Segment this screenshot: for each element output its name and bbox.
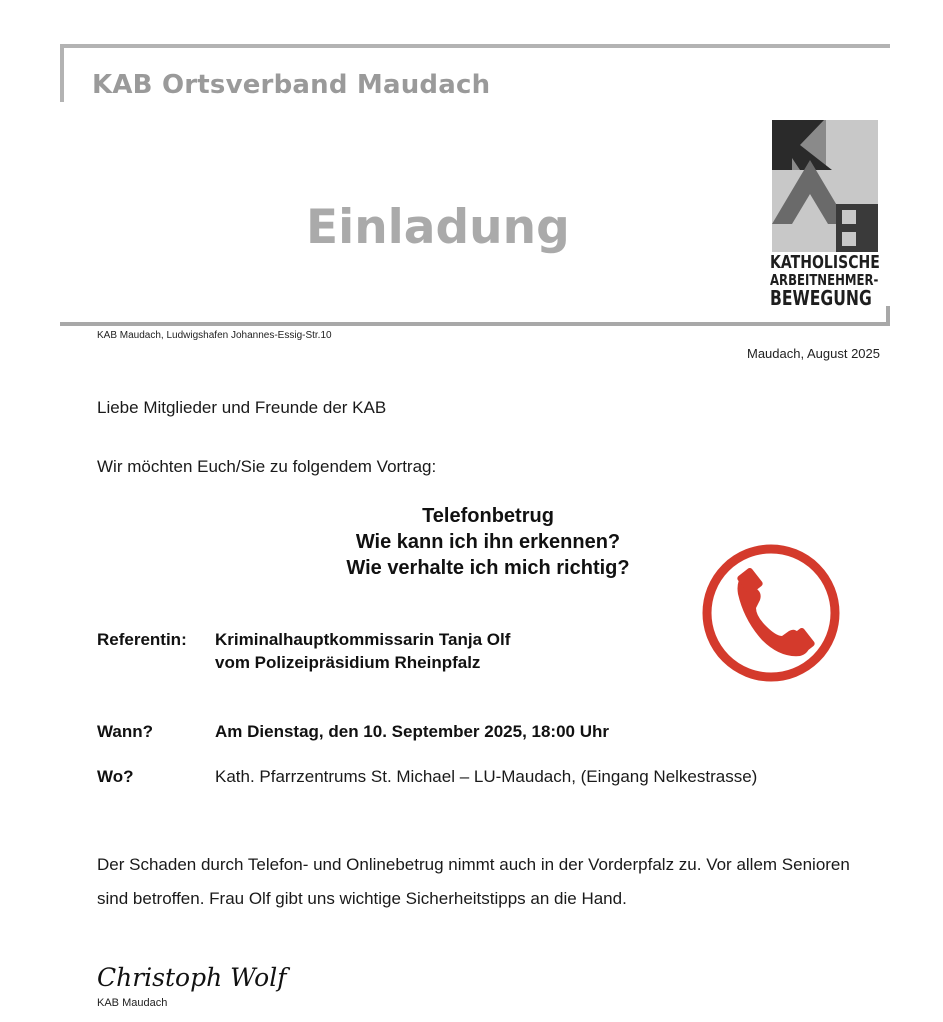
signature (97, 960, 297, 998)
signature-org: KAB Maudach (97, 997, 168, 1009)
speaker-name: Kriminalhauptkommissarin Tanja Olf (215, 630, 511, 649)
org-name: KAB Ortsverband Maudach (92, 70, 491, 100)
logo-line-3: BEWEGUNG (770, 286, 872, 310)
intro-text: Wir möchten Euch/Sie zu folgendem Vortrag: (97, 457, 437, 476)
greeting: Liebe Mitglieder und Freunde der KAB (97, 398, 387, 417)
page-title: Einladung (306, 200, 570, 255)
speaker-label: Referentin: (97, 630, 187, 649)
kab-logo-mark (770, 120, 880, 252)
logo-line-2: ARBEITNEHMER- (770, 271, 879, 289)
header-frame-bottom (60, 322, 890, 326)
kab-logo (770, 120, 880, 308)
header-frame-right (886, 306, 890, 326)
topic-question-1: Wie kann ich ihn erkennen? (355, 531, 621, 553)
logo-line-1: KATHOLISCHE (770, 252, 880, 273)
when-label: Wann? (97, 722, 154, 741)
signature-text: Christoph Wolf (97, 963, 287, 992)
sender-address: KAB Maudach, Ludwigshafen Johannes-Essig-Str.10 (97, 330, 332, 341)
header-frame-top (60, 44, 890, 48)
date-line: Maudach, August 2025 (747, 346, 880, 361)
where-label: Wo? (97, 767, 134, 786)
header-frame-left (60, 44, 64, 102)
phone-icon (700, 542, 842, 684)
body-paragraph: Der Schaden durch Telefon- und Onlinebetrug nimmt auch in der Vorderpfalz zu. Vor allem Senioren sind betroffen. Frau Olf gibt uns wichtige Sicherheitstipps an die Hand. (97, 855, 850, 908)
speaker-org: vom Polizeipräsidium Rheinpfalz (215, 653, 481, 672)
when-value: Am Dienstag, den 10. September 2025, 18:00 Uhr (215, 722, 609, 741)
topic-title: Telefonbetrug (422, 505, 554, 527)
topic-question-2: Wie verhalte ich mich richtig? (346, 557, 630, 579)
where-value: Kath. Pfarrzentrums St. Michael – LU-Maudach, (Eingang Nelkestrasse) (215, 767, 758, 786)
